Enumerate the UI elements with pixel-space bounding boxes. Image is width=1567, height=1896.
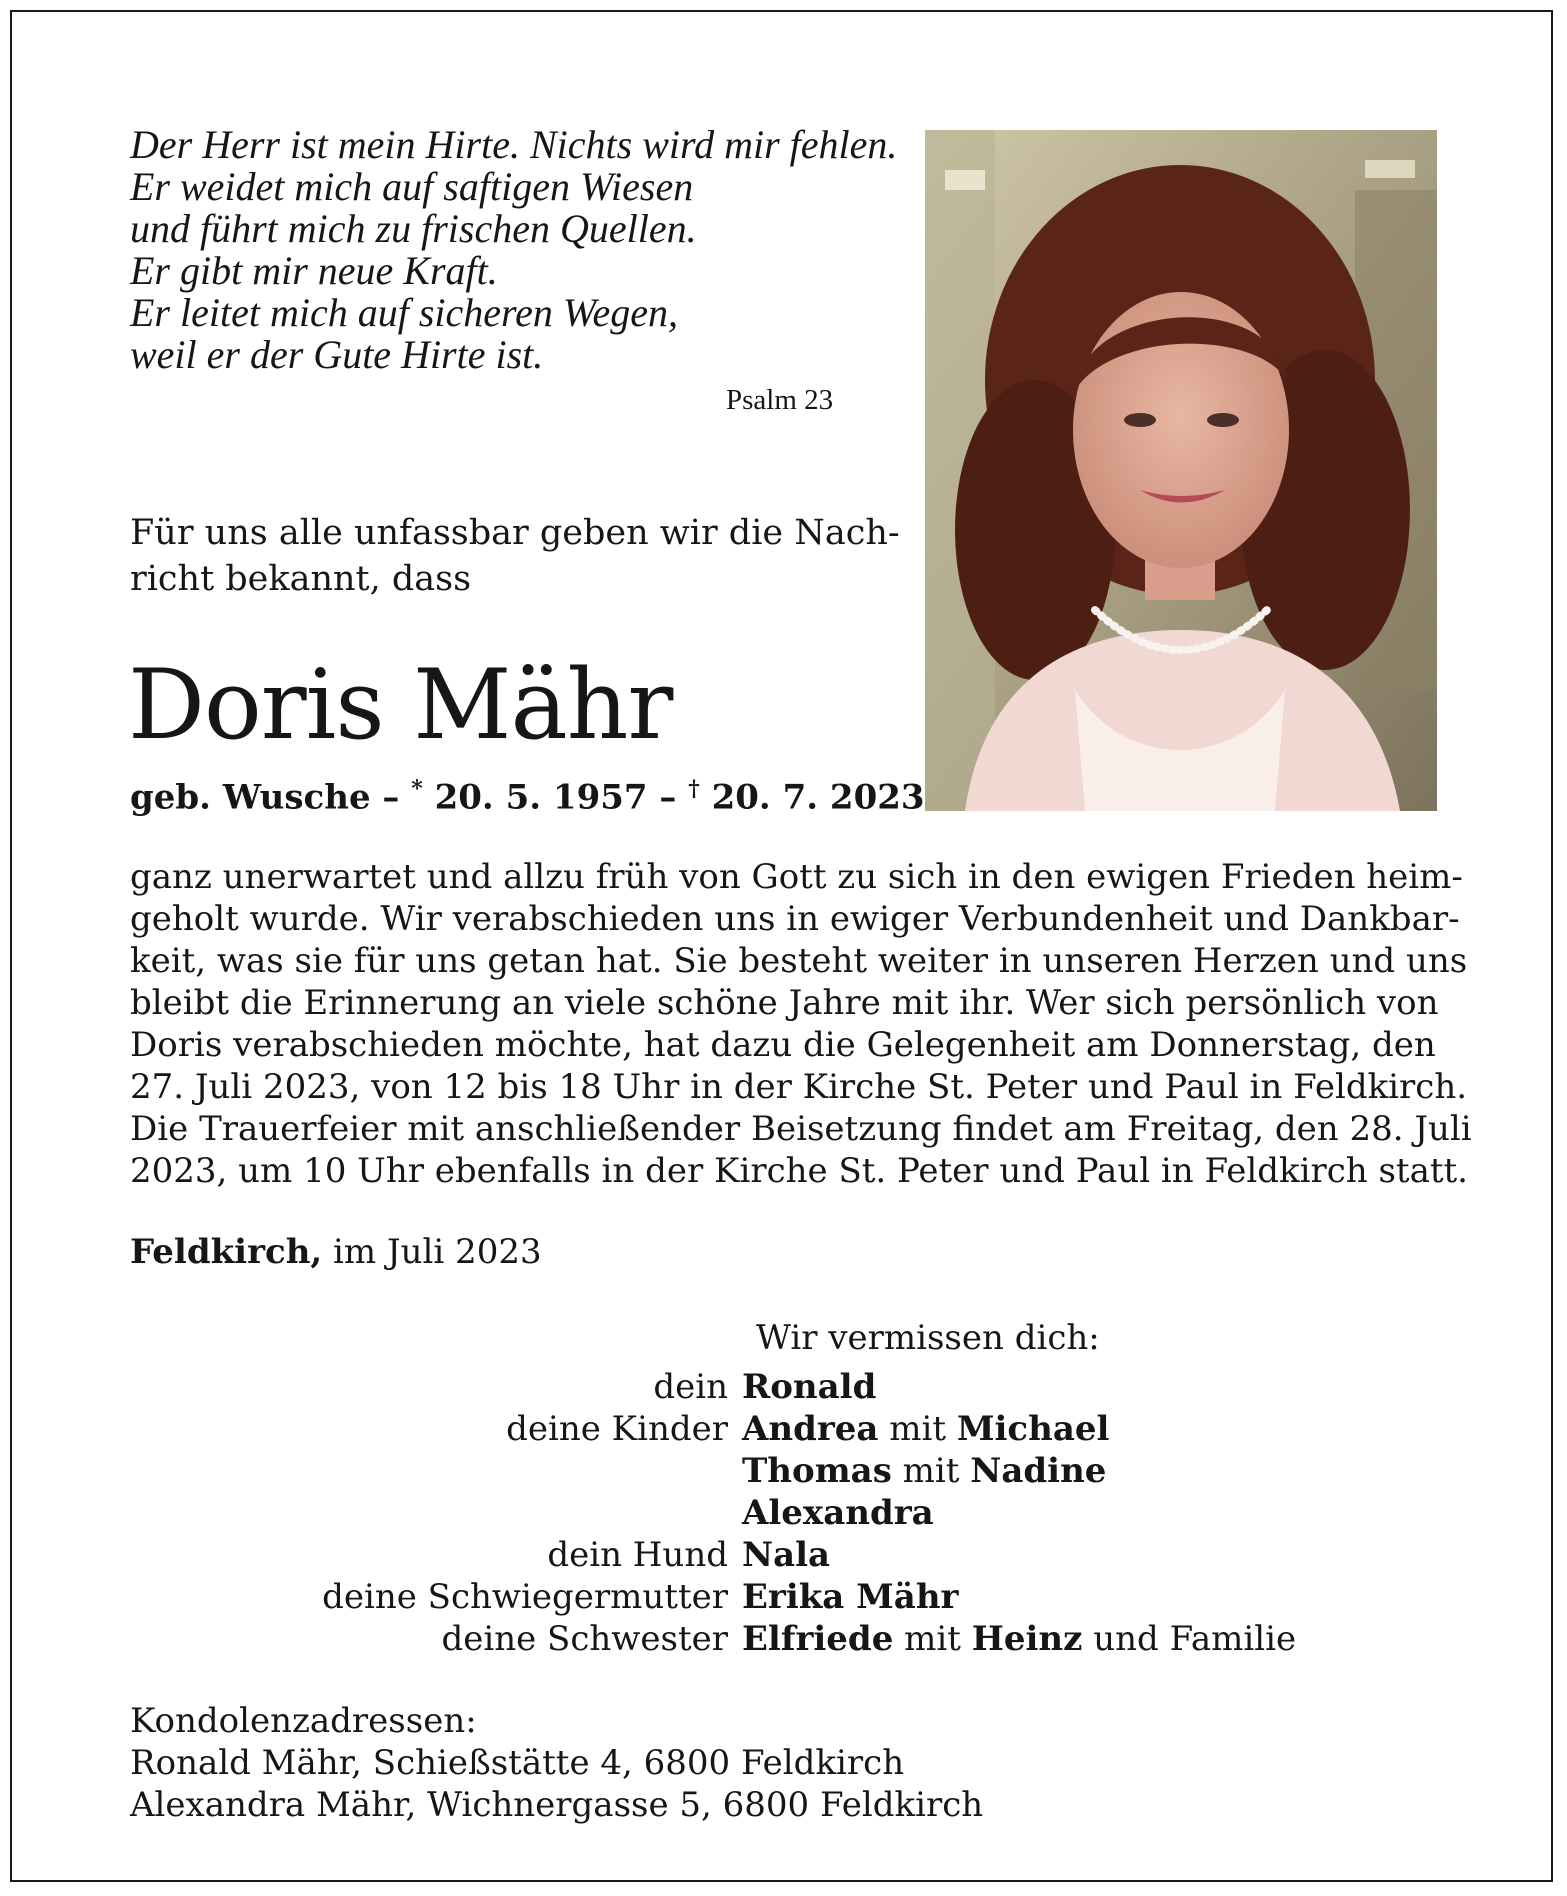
mourner-name: Elfriede [742,1619,894,1659]
body-line: geholt wurde. Wir verabschieden uns in ewiger Verbundenheit und Dankbar- [130,899,1460,939]
mourner-name: Andrea [742,1409,879,1449]
condolence-address: Ronald Mähr, Schießstätte 4, 6800 Feldkirch [130,1743,905,1783]
mourner-name: Heinz [971,1619,1083,1659]
mourner-relation: dein [653,1367,728,1407]
body-line: ganz unerwartet und allzu früh von Gott zu sich in den ewigen Frieden heim- [130,857,1463,897]
place-month: im Juli 2023 [322,1232,542,1272]
body-line: Die Trauerfeier mit anschließender Beisetzung findet am Freitag, den 28. Juli [130,1109,1472,1149]
mourner-connector: mit [893,1619,972,1659]
mourner-name: Michael [956,1409,1110,1449]
condolence-addresses [130,1700,983,1826]
deceased-name: Doris Mähr [128,649,673,761]
intro-line: richt bekannt, dass [130,559,472,599]
mourner-row [130,1408,1440,1450]
mourner-connector: und Familie [1082,1619,1297,1659]
psalm-line: Er gibt mir neue Kraft. [130,248,498,293]
cross-icon: † [688,776,700,802]
psalm-line: Er weidet mich auf saftigen Wiesen [130,164,694,209]
psalm-line: weil er der Gute Hirte ist. [130,332,544,377]
body-line: 27. Juli 2023, von 12 bis 18 Uhr in der Kirche St. Peter und Paul in Feldkirch. [130,1067,1468,1107]
mourner-connector: mit [891,1451,971,1491]
mourner-relation [130,1450,742,1492]
body-line: keit, was sie für uns getan hat. Sie besteht weiter in unseren Herzen und uns [130,941,1468,981]
mourner-row [130,1618,1440,1660]
place-city: Feldkirch, [130,1232,323,1272]
condolence-address: Alexandra Mähr, Wichnergasse 5, 6800 Feldkirch [130,1785,984,1825]
psalm-line: und führt mich zu frischen Quellen. [130,206,697,251]
mourner-relation [130,1492,742,1534]
mourner-row [130,1576,1440,1618]
mourner-name: Nala [742,1535,831,1575]
birth-date: 20. 5. 1957 – [422,777,689,818]
mourner-name: Ronald [742,1367,877,1407]
body-line: bleibt die Erinnerung an viele schöne Jahre mit ihr. Wer sich persönlich von [130,983,1439,1023]
mourner-name: Nadine [970,1451,1107,1491]
obituary-text [130,856,1472,1192]
birth-star-icon: * [411,776,423,802]
mourner-row [130,1366,1440,1408]
psalm-verse [130,122,898,377]
mourner-relation: dein Hund [547,1535,728,1575]
mourner-name: Thomas [742,1451,892,1491]
portrait-photo [925,130,1437,811]
mourner-relation: deine Kinder [506,1409,728,1449]
life-dates [130,776,925,817]
mourner-name: Alexandra [742,1493,934,1533]
psalm-line: Er leitet mich auf sicheren Wegen, [130,290,679,335]
mourner-connector: mit [878,1409,957,1449]
mourner-row [130,1450,1440,1492]
body-line: 2023, um 10 Uhr ebenfalls in der Kirche St. Peter und Paul in Feldkirch statt. [130,1151,1468,1191]
intro-line: Für uns alle unfassbar geben wir die Nach- [130,513,900,553]
death-date: 20. 7. 2023 [699,777,925,818]
birth-name: geb. Wusche – [130,777,412,818]
mourner-name: Erika Mähr [742,1577,959,1617]
mourner-relation: deine Schwiegermutter [322,1577,728,1617]
psalm-source: Psalm 23 [726,384,834,416]
psalm-line: Der Herr ist mein Hirte. Nichts wird mir fehlen. [130,122,898,167]
place-date [130,1232,542,1272]
mourners-heading: Wir vermissen dich: [756,1318,1100,1358]
mourner-relation: deine Schwester [441,1619,728,1659]
mourner-row [130,1492,1440,1534]
mourners-list [130,1366,1440,1660]
announcement-intro [130,510,900,602]
body-line: Doris verabschieden möchte, hat dazu die Gelegenheit am Donnerstag, den [130,1025,1436,1065]
condolence-label: Kondolenzadressen: [130,1701,477,1741]
mourner-row [130,1534,1440,1576]
